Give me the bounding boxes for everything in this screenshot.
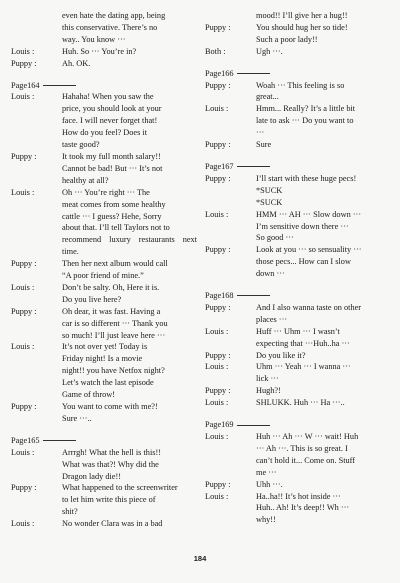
dialogue-line: so much! I’ll just leave here ··· xyxy=(62,330,166,340)
dialogue-line: places ··· xyxy=(256,314,288,324)
dialogue-line: Louis : It’s not over yet! Today is xyxy=(11,342,148,352)
dialogue-line: Louis : Huh. So ··· You’re in? xyxy=(11,46,137,56)
dialogue-line: Puppy : And I also wanna taste on other xyxy=(205,302,362,312)
dialogue-line: Puppy : You should hug her so tide! xyxy=(205,22,348,32)
dialogue-line: Let’s watch the last episode xyxy=(62,378,154,388)
dialogue-line: ··· xyxy=(256,128,265,138)
dialogue-line: Cannot be bad! But ··· It’s not xyxy=(62,163,163,173)
marker-rule xyxy=(237,73,270,74)
dialogue-line: shit? xyxy=(62,507,78,517)
dialogue-line: healthy at all? xyxy=(62,175,109,185)
dialogue-line: Puppy : Then her next album would call xyxy=(11,259,168,269)
dialogue-line: Louis : Uhm ··· Yeah ··· I wanna ··· xyxy=(205,362,351,372)
dialogue-line: What was that?! Why did the xyxy=(62,459,159,469)
page-marker: Page168 xyxy=(205,290,391,302)
dialogue-line: mood!! I’ll give her a hug!! xyxy=(256,11,348,20)
dialogue-line: Dragon lady die!! xyxy=(62,471,121,481)
dialogue-line: Puppy : Uhh ···. xyxy=(205,479,283,489)
dialogue-line: Puppy : What happened to the screenwriter xyxy=(11,483,178,493)
marker-rule xyxy=(43,440,76,441)
dialogue-line: Louis : Ha..ha!! It’s hot inside ··· xyxy=(205,491,341,501)
dialogue-line: meat comes from some healthy xyxy=(62,199,166,209)
dialogue-line: I’m sensitive down there ··· xyxy=(256,221,349,231)
dialogue-line: Sure ···.. xyxy=(62,413,92,423)
page-marker: Page165 xyxy=(11,435,197,447)
dialogue-line: great... xyxy=(256,92,279,102)
dialogue-line: Louis : HMM ··· AH ··· Slow down ··· xyxy=(205,209,362,219)
dialogue-line: me ··· xyxy=(256,467,277,477)
dialogue-line: down ··· xyxy=(256,269,285,279)
dialogue-line: face. I will never forget that! xyxy=(62,116,158,126)
dialogue-line: car is so different ··· Thank you xyxy=(62,318,168,328)
dialogue-line: late to ask ··· Do you want to xyxy=(256,116,354,126)
dialogue-line: price, you should look at your xyxy=(62,104,162,114)
dialogue-line: How do you feel? Does it xyxy=(62,128,148,138)
dialogue-line: Puppy : You want to come with me?! xyxy=(11,402,158,411)
dialogue-line: Puppy : I’ll start with these huge pecs! xyxy=(205,173,357,183)
dialogue-line: Friday night! Is a movie xyxy=(62,354,143,364)
dialogue-line: Louis : No wonder Clara was in a bad xyxy=(11,519,163,529)
dialogue-line: Puppy : Woah ··· This feeling is so xyxy=(205,80,345,90)
left-column xyxy=(11,10,197,530)
dialogue-line: Do you live here? xyxy=(62,294,122,304)
dialogue-line: taste good? xyxy=(62,140,100,150)
dialogue-line: Puppy : Do you like it? xyxy=(205,350,306,360)
dialogue-line: So good ··· xyxy=(256,233,294,243)
dialogue-line: Louis : Oh ··· You’re right ··· The xyxy=(11,187,150,197)
dialogue-line: Louis : Huh ··· Ah ··· W ··· wait! Huh xyxy=(205,432,359,441)
right-column xyxy=(205,10,391,526)
dialogue-line: Huh.. Ah! It’s deep!! Wh ··· xyxy=(256,503,350,513)
dialogue-line: “A poor friend of mine.” xyxy=(62,271,144,281)
page-marker: Page169 xyxy=(205,419,391,431)
marker-rule xyxy=(237,295,270,296)
dialogue-line: ··· Ah ···. This is so great. I xyxy=(256,443,348,453)
marker-rule xyxy=(43,85,76,86)
dialogue-line: *SUCK xyxy=(256,185,283,195)
dialogue-line: way.. You know ··· xyxy=(62,34,126,44)
dialogue-line: Louis : Hmm... Really? It’s a little bit xyxy=(205,104,356,114)
dialogue-line: Puppy : Oh dear, it was fast. Having a xyxy=(11,306,161,316)
page-marker: Page164 xyxy=(11,80,197,92)
dialogue-line: Louis : Don’t be salty. Oh, Here it is. xyxy=(11,282,160,292)
dialogue-line: Louis : Arrrgh! What the hell is this!! xyxy=(11,447,162,457)
page-marker: Page166 xyxy=(205,68,391,80)
dialogue-line: Puppy : Look at you ··· so sensuality ··· xyxy=(205,245,362,255)
marker-rule xyxy=(237,425,270,426)
dialogue-line: why!! xyxy=(256,515,276,525)
dialogue-line: expecting that ···Huh..ha ··· xyxy=(256,338,350,348)
dialogue-line: even hate the dating app, being xyxy=(62,11,166,20)
dialogue-line: cattle ··· I guess? Hehe, Sorry xyxy=(62,211,162,221)
page-number: 184 xyxy=(193,554,207,563)
dialogue-line: can’t hold it... Come on. Stuff xyxy=(256,455,356,465)
dialogue-line: Louis : Huff ··· Uhm ··· I wasn’t xyxy=(205,326,340,336)
dialogue-line: night!! you have Netfox night? xyxy=(62,366,165,376)
dialogue-line: *SUCK xyxy=(256,197,283,207)
dialogue-line: Puppy : Hugh?! xyxy=(205,386,281,396)
dialogue-line: Such a poor lady!! xyxy=(256,34,318,44)
dialogue-line: those pecs... How can I slow xyxy=(256,257,351,267)
dialogue-line: about that. I’ll tell Taylors not to xyxy=(62,223,170,233)
page-marker: Page167 xyxy=(205,161,391,173)
dialogue-line: Puppy : It took my full month salary!! xyxy=(11,151,161,161)
marker-rule xyxy=(237,166,270,167)
dialogue-line: Puppy : Sure xyxy=(205,140,272,150)
dialogue-line: this conservative. There’s no xyxy=(62,22,158,32)
dialogue-line: recommend luxury restaurants next time. xyxy=(62,235,197,257)
dialogue-line: Both : Ugh ···. xyxy=(205,46,283,56)
dialogue-line: Puppy : Ah. OK. xyxy=(11,58,91,68)
dialogue-line: Louis : Hahaha! When you saw the xyxy=(11,92,154,102)
dialogue-line: to let him write this piece of xyxy=(62,495,156,505)
dialogue-line: Louis : SHLUKK. Huh ··· Ha ···.. xyxy=(205,398,345,408)
dialogue-line: lick ··· xyxy=(256,374,279,384)
dialogue-line: Game of throw! xyxy=(62,390,115,400)
